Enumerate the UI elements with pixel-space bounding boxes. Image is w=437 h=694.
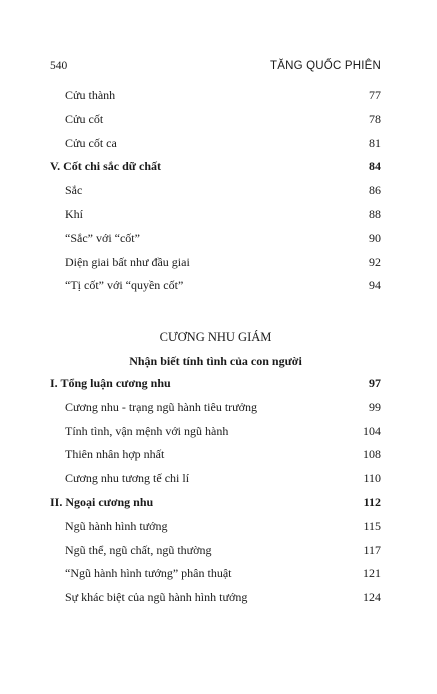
part-title: CƯƠNG NHU GIÁM — [159, 330, 272, 344]
toc-section-entry — [50, 495, 381, 509]
toc-entry-page: 81 — [369, 135, 381, 150]
toc-entry-label: V. Cốt chi sắc dữ chất — [50, 159, 161, 174]
toc-entry-page: 78 — [369, 111, 381, 126]
toc-entry-page: 121 — [363, 566, 381, 581]
toc-entry-label: Khí — [65, 207, 83, 221]
toc-entry — [50, 136, 381, 150]
toc-entry-page: 92 — [369, 254, 381, 269]
toc-entry-page: 99 — [369, 399, 381, 414]
toc-entry-page: 104 — [363, 423, 381, 438]
toc-entry-label: I. Tổng luận cương nhu — [50, 376, 171, 390]
toc-entry-page: 90 — [369, 230, 381, 245]
toc-entry-label: Sắc — [65, 183, 83, 198]
running-title: TĂNG QUỐC PHIÊN — [270, 60, 381, 72]
toc-entry — [50, 112, 381, 126]
toc-entry — [50, 88, 381, 102]
toc-entry — [50, 400, 381, 414]
toc-entry — [50, 207, 381, 221]
toc-entry-page: 94 — [369, 278, 381, 293]
toc-entry — [50, 183, 381, 197]
toc-entry — [50, 471, 381, 485]
toc-entry — [50, 278, 381, 292]
toc-entry — [50, 566, 381, 580]
toc-entry-label: Tính tình, vận mệnh với ngũ hành — [65, 423, 229, 438]
toc-entry-label: “Tị cốt” với “quyền cốt” — [65, 278, 184, 293]
toc-entry-page: 108 — [363, 447, 381, 462]
toc-entry-page: 88 — [369, 207, 381, 221]
toc-entry-label: II. Ngoại cương nhu — [50, 495, 154, 509]
toc-entry-label: Sự khác biệt của ngũ hành hình tướng — [65, 590, 248, 605]
toc-entry-page: 112 — [363, 495, 381, 509]
toc-entry — [50, 231, 381, 245]
toc-entry — [50, 519, 381, 533]
toc-entry-page: 117 — [363, 542, 381, 557]
toc-entry — [50, 543, 381, 557]
toc-entry — [50, 255, 381, 269]
toc-entry — [50, 424, 381, 438]
toc-entry-label: Diện giai bất như đầu giai — [65, 254, 190, 269]
part-subtitle: Nhận biết tính tình của con người — [129, 354, 302, 368]
toc-entry — [50, 590, 381, 604]
toc-entry-label: Thiên nhân hợp nhất — [65, 447, 165, 462]
toc-entry-label: “Ngũ hành hình tướng” phân thuật — [65, 566, 232, 581]
toc-section-entry — [50, 159, 381, 173]
toc-entry-page: 77 — [369, 88, 381, 102]
toc-entry-label: Ngũ thể, ngũ chất, ngũ thường — [65, 542, 212, 557]
toc-entry-label: Cương nhu tương tế chi lí — [65, 471, 190, 486]
toc-entry-label: Ngũ hành hình tướng — [65, 518, 168, 533]
toc-entry-page: 115 — [363, 518, 381, 533]
toc-entry-label: Cửu cốt — [65, 111, 104, 126]
toc-entry-page: 86 — [369, 183, 381, 198]
toc-entry-page: 97 — [369, 376, 381, 390]
toc-entry — [50, 447, 381, 461]
toc-entry-label: Cửu cốt ca — [65, 135, 117, 150]
page-number: 540 — [50, 60, 68, 72]
toc-section-entry — [50, 376, 381, 390]
toc-entry-page: 84 — [369, 159, 381, 174]
toc-entry-label: “Sắc” với “cốt” — [65, 230, 140, 245]
toc-entry-page: 124 — [363, 590, 381, 605]
toc-entry-page: 110 — [363, 471, 381, 486]
toc-entry-label: Cương nhu - trạng ngũ hành tiêu trưởng — [65, 399, 258, 414]
running-head — [50, 60, 381, 72]
toc-entry-label: Cửu thành — [65, 88, 116, 102]
